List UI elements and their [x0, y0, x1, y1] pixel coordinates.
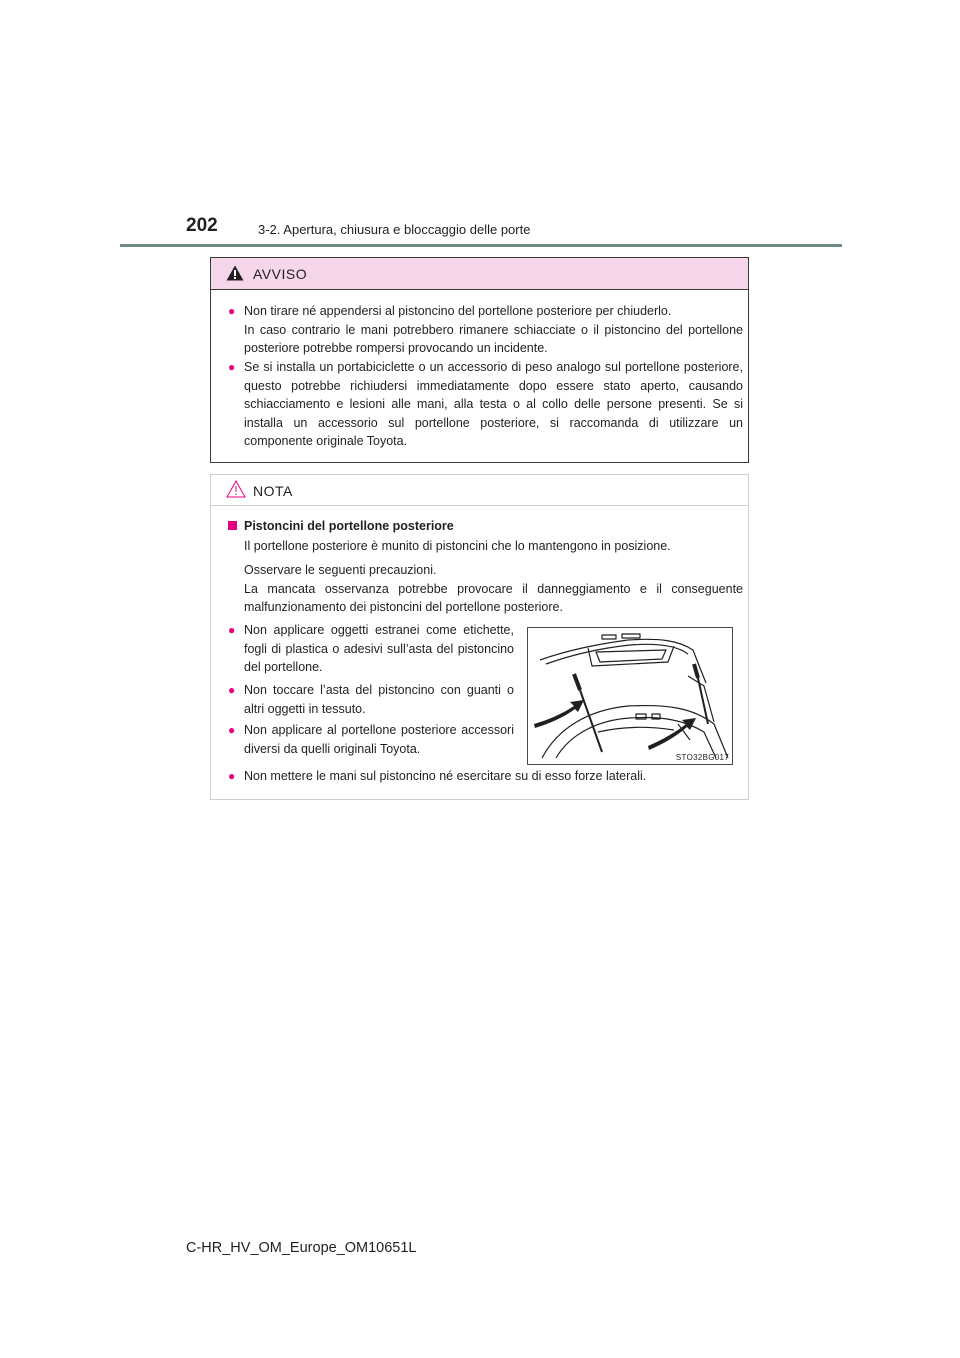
bullet-icon: ●	[228, 769, 236, 783]
note-header	[211, 475, 748, 506]
note-item-text: Non applicare al portellone posteriore accessori diversi da quelli originali Toyota.	[244, 723, 514, 756]
document-id: C-HR_HV_OM_Europe_OM10651L	[186, 1240, 417, 1256]
bullet-icon: ●	[228, 360, 236, 374]
warning-triangle-icon	[226, 265, 244, 286]
note-item	[228, 721, 514, 758]
note-title: NOTA	[253, 483, 293, 499]
image-code: STO32BG017	[675, 753, 729, 762]
bullet-icon: ●	[228, 723, 236, 737]
note-item	[228, 767, 743, 786]
warning-header	[211, 258, 748, 290]
note-item-text: Non mettere le mani sul pistoncino né esercitare su di esso forze laterali.	[244, 769, 647, 783]
note-box	[210, 474, 749, 800]
note-item	[228, 621, 514, 677]
bullet-icon: ●	[228, 304, 236, 318]
note-item	[228, 681, 514, 718]
warning-item	[228, 302, 743, 358]
bullet-icon: ●	[228, 683, 236, 697]
tailgate-strut-illustration	[527, 627, 733, 765]
note-heading	[228, 517, 743, 535]
warning-item	[228, 358, 743, 451]
note-paragraph: Osservare le seguenti precauzioni. La mancata osservanza potrebbe provocare il danneggiamento e il conseguente malfunzionamento dei pistoncini del portellone posteriore.	[244, 563, 743, 614]
bullet-icon: ●	[228, 623, 236, 637]
section-title: 3-2. Apertura, chiusura e bloccaggio delle porte	[258, 222, 531, 237]
square-bullet-icon	[228, 521, 237, 530]
page-number: 202	[186, 215, 218, 236]
warning-box	[210, 257, 749, 463]
warning-item-text: Non tirare né appendersi al pistoncino del portellone posteriore per chiuderlo. In caso contrario le mani potrebbero rimanere schiacciate o il pistoncino del portellone posteriore potrebbe rompersi provocando un incidente.	[244, 304, 743, 355]
note-paragraph: Il portellone posteriore è munito di pistoncini che lo mantengono in posizione.	[244, 539, 671, 553]
warning-item-text: Se si installa un portabiciclette o un accessorio di peso analogo sul portellone posteriore, questo potrebbe richiudersi immediatamente dopo essere stato aperto, causando schiacciamento e lesioni alle mani, alla testa o al collo delle persone presenti. Se si installa un accessorio sul portellone posteriore, si raccomanda di utilizzare un componente originale Toyota.	[244, 360, 743, 448]
caution-triangle-outline-icon	[226, 480, 246, 503]
note-heading-text: Pistoncini del portellone posteriore	[244, 519, 454, 533]
warning-title: AVVISO	[253, 266, 308, 282]
tailgate-drawing	[528, 628, 733, 765]
note-item-text: Non toccare l’asta del pistoncino con guanti o altri oggetti in tessuto.	[244, 683, 514, 716]
note-item-text: Non applicare oggetti estranei come etichette, fogli di plastica o adesivi sull’asta del pistoncino del portellone.	[244, 623, 514, 674]
header-rule	[120, 244, 842, 247]
